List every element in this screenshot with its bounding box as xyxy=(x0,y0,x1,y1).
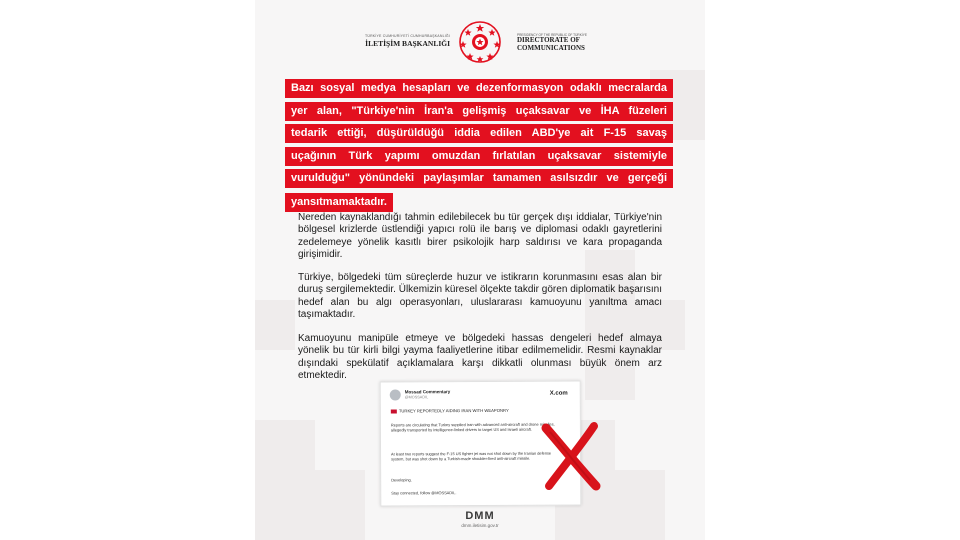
post-paragraph: Reports are circulating that Turkey supplied Iran with advanced anti-aircraft and drone missiles, allegedly transported by intelligence-linked drivers to target US and Israeli aircraft. xyxy=(390,421,555,433)
avatar xyxy=(390,389,401,400)
flag-icon xyxy=(391,409,397,413)
post-header xyxy=(390,387,570,406)
headline-line: vurulduğu" yönündeki paylaşımlar tamamen asılsızdır ve gerçeği xyxy=(285,169,673,188)
body-paragraph-3 xyxy=(298,333,662,382)
post-title xyxy=(391,408,509,414)
header-right-title-2: COMMUNICATIONS xyxy=(517,43,585,52)
post-author-handle: @MOSSADIL xyxy=(404,395,429,400)
dmm-logo-text: DMM xyxy=(465,510,495,522)
body-paragraph-2 xyxy=(298,272,662,321)
post-paragraph: Developing. xyxy=(391,477,412,483)
dmm-url: dmm.iletisim.gov.tr xyxy=(461,523,499,528)
red-x-icon xyxy=(540,420,602,492)
body-paragraph-1 xyxy=(298,212,662,261)
header-left-title: İLETİŞİM BAŞKANLIĞI xyxy=(365,39,450,48)
dmm-logo xyxy=(454,506,506,528)
headline-line: Bazı sosyal medya hesapları ve dezenformasyon odaklı mecralarda xyxy=(285,79,673,98)
post-author-name: Mossad Commentary xyxy=(404,389,451,395)
headline-line: yer alan, "Türkiye'nin İran'a gelişmiş uçaksavar ve İHA füzeleri xyxy=(285,102,673,121)
post-platform: X.com xyxy=(549,390,568,397)
presidential-seal-icon xyxy=(458,20,502,64)
header-left-small: TÜRKİYE CUMHURİYETİ CUMHURBAŞKANLIĞI xyxy=(365,34,450,38)
post-paragraph: At least two reports suggest the F-15 US fighter jet was not shot down by the Iranian defense system, but was shot down by a Turkish-made shoulder-fired anti-aircraft missile. xyxy=(391,450,552,462)
headline-line: tedarik ettiği, düşürüldüğü iddia edilen ABD'ye ait F-15 savaş xyxy=(285,124,673,143)
header xyxy=(255,10,705,60)
paragraph-text: Türkiye, bölgedeki tüm süreçlerde huzur ve istikrarın korunmasını esas alan bir duruş sergilemektedir. Ülkemizin küresel ölçekte takdir gören diplomatik başarısını hedef alan bu algı operasyonları, uluslararası kamuoyunu yanıltma amacı taşımaktadır. xyxy=(298,272,662,320)
post-paragraph: Stay connected, follow @MOSSADIL. xyxy=(391,490,457,496)
headline-line: yansıtmamaktadır. xyxy=(285,193,393,212)
header-right-small: PRESIDENCY OF THE REPUBLIC OF TÜRKİYE xyxy=(517,33,587,37)
post-title-text: TURKEY REPORTEDLY AIDING IRAN WITH WEAPONRY xyxy=(398,407,509,414)
paragraph-text: Kamuoyunu manipüle etmeye ve bölgedeki hassas dengeleri hedef almaya yönelik bu tür kirli bilgi yayma faaliyetlerine itibar edilmemelidir. Resmi kaynaklar dışındaki spekülatif açıklamalara karşı dikkatli olunması büyük önem arz etmektedir. xyxy=(298,333,662,381)
headline-line: uçağının Türk yapımı omuzdan fırlatılan uçaksavar sistemiyle xyxy=(285,147,673,166)
header-right-title-1: DIRECTORATE OF xyxy=(517,36,580,44)
paragraph-text: Nereden kaynaklandığı tahmin edilebilecek bu tür gerçek dışı iddialar, Türkiye'nin bölgesel krizlerde üstlendiği yapıcı rolü ile barış ve diplomasi odaklı gayretlerini zedelemeye yönelik kasıtlı birer psikolojik harp saldırısı ve kara propaganda girişimidir. xyxy=(298,212,662,260)
headline-statement xyxy=(285,79,673,214)
iletisim-baskanligi-logo-text xyxy=(300,34,450,48)
directorate-of-communications-logo-text xyxy=(517,33,667,52)
poster xyxy=(255,0,705,540)
